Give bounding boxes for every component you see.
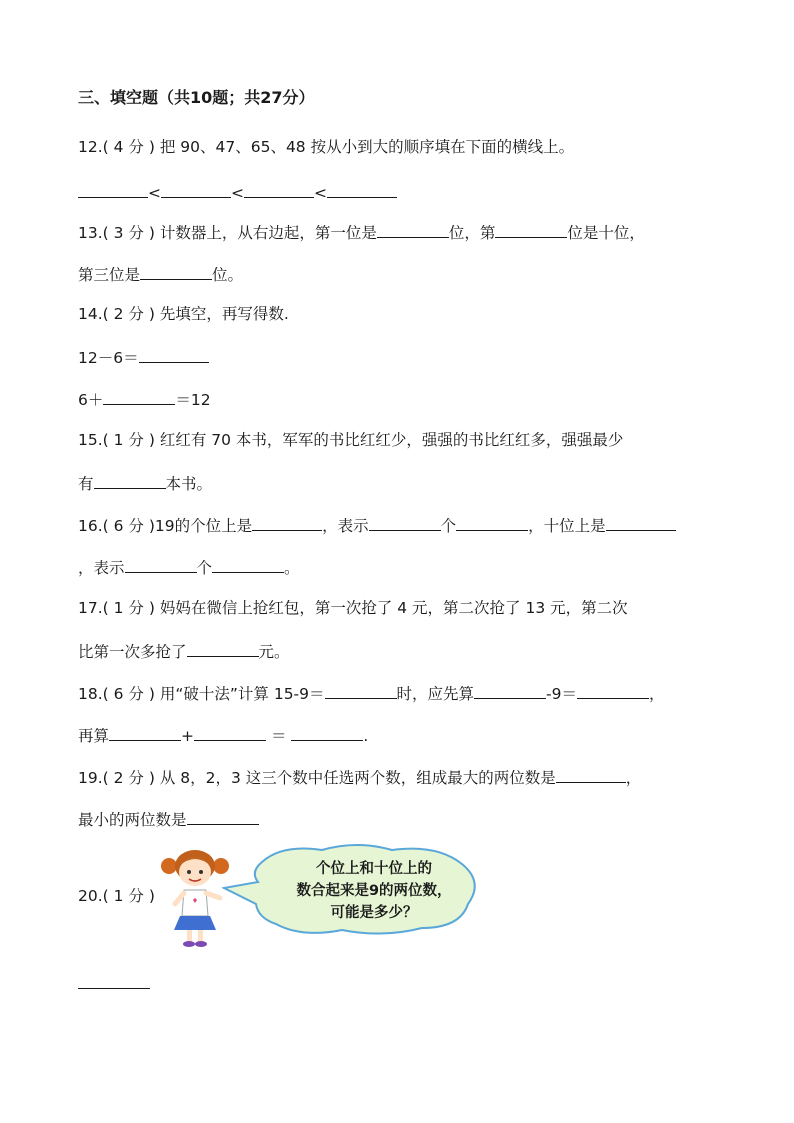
section-title: 三、填空题（共10题；共27分）	[78, 88, 315, 107]
question-text: 比第一次多抢了	[78, 643, 187, 661]
answer-blank[interactable]	[291, 724, 363, 741]
question-number: 17.	[78, 599, 103, 617]
question-text: -9＝	[546, 685, 577, 703]
speech-bubble-text	[274, 858, 474, 924]
question-number: 18.	[78, 685, 103, 703]
question-score: ( 3 分 )	[102, 224, 155, 242]
question-score: ( 1 分 )	[102, 887, 155, 905]
question-score: ( 4 分 )	[102, 138, 155, 156]
question-text: 用“破十法”计算 15-9＝	[159, 685, 325, 703]
answer-blank[interactable]	[495, 221, 567, 238]
bubble-line: 个位上和十位上的	[316, 861, 432, 877]
question-12	[78, 137, 574, 157]
answer-row-12	[78, 181, 397, 203]
question-number: 13.	[78, 224, 103, 242]
question-text: 第三位是	[78, 266, 141, 284]
question-score: ( 1 分 )	[102, 431, 155, 449]
question-text: ，十位上是	[528, 517, 606, 535]
question-17-cont	[78, 640, 290, 662]
question-15-cont	[78, 472, 212, 494]
equation-text: ＝12	[175, 391, 211, 409]
question-14	[78, 304, 289, 324]
answer-blank[interactable]	[187, 640, 259, 657]
question-16-cont	[78, 556, 300, 578]
question-13	[78, 221, 645, 243]
question-number: 14.	[78, 305, 103, 323]
answer-blank[interactable]	[78, 972, 150, 989]
question-text: 从 8，2，3 这三个数中任选两个数，组成最大的两位数是	[159, 769, 556, 787]
question-text: ，表示	[322, 517, 369, 535]
question-number: 20.	[78, 887, 103, 905]
equation-2	[78, 388, 211, 410]
question-text: 最小的两位数是	[78, 811, 187, 829]
less-than-sign: <	[231, 184, 244, 202]
question-18-cont	[78, 724, 368, 746]
question-text: +	[181, 727, 195, 745]
question-17	[78, 598, 628, 618]
equation-text: 12－6＝	[78, 349, 139, 367]
answer-blank[interactable]	[194, 724, 266, 741]
question-text: 再算	[78, 727, 110, 745]
question-number: 16.	[78, 517, 103, 535]
question-text: 。	[284, 559, 300, 577]
question-number: 15.	[78, 431, 103, 449]
equation-text: 6＋	[78, 391, 104, 409]
answer-blank[interactable]	[139, 346, 209, 363]
question-score: ( 6 分 )	[102, 685, 155, 703]
answer-blank[interactable]	[109, 724, 181, 741]
question-number: 12.	[78, 138, 103, 156]
question-text: 有	[78, 475, 94, 493]
question-text: 19的个位上是	[154, 517, 253, 535]
question-text: 本书。	[165, 475, 213, 493]
question-text: 个	[196, 559, 213, 577]
question-number: 19.	[78, 769, 103, 787]
girl-illustration	[160, 846, 230, 950]
question-score: ( 2 分 )	[102, 769, 155, 787]
answer-blank[interactable]	[103, 388, 175, 405]
answer-blank[interactable]	[252, 514, 322, 531]
answer-blank[interactable]	[325, 682, 397, 699]
answer-blank[interactable]	[577, 682, 649, 699]
question-15	[78, 430, 623, 450]
answer-blank[interactable]	[556, 766, 626, 783]
answer-blank[interactable]	[474, 682, 546, 699]
question-score: ( 1 分 )	[102, 599, 155, 617]
question-16	[78, 514, 676, 536]
question-text: ，表示	[78, 559, 125, 577]
question-text: 计数器上，从右边起，第一位是	[159, 224, 377, 242]
answer-row-20	[78, 972, 150, 994]
question-20	[78, 886, 155, 906]
question-text: 位。	[212, 266, 244, 284]
answer-blank[interactable]	[161, 181, 231, 198]
bubble-line: 可能是多少？	[330, 905, 418, 921]
question-text: ，	[625, 769, 642, 787]
question-score: ( 6 分 )	[102, 517, 155, 535]
question-text: 妈妈在微信上抢红包，第一次抢了 4 元，第二次抢了 13 元，第二次	[159, 599, 628, 617]
less-than-sign: <	[148, 184, 161, 202]
answer-blank[interactable]	[187, 808, 259, 825]
answer-blank[interactable]	[244, 181, 314, 198]
question-text: 把 90、47、65、48 按从小到大的顺序填在下面的横线上。	[159, 138, 575, 156]
answer-blank[interactable]	[369, 514, 441, 531]
question-text: 先填空，再写得数.	[159, 305, 289, 323]
question-18	[78, 682, 665, 704]
answer-blank[interactable]	[456, 514, 528, 531]
question-text: 元。	[258, 643, 290, 661]
question-text: 时，应先算	[396, 685, 475, 703]
answer-blank[interactable]	[125, 556, 197, 573]
answer-blank[interactable]	[327, 181, 397, 198]
bubble-line: 数合起来是9的两位数，	[296, 883, 452, 899]
less-than-sign: <	[314, 184, 327, 202]
question-13-cont	[78, 263, 243, 285]
question-text: ，	[649, 685, 665, 703]
answer-blank[interactable]	[140, 263, 212, 280]
answer-blank[interactable]	[78, 181, 148, 198]
question-text: 位是十位，	[567, 224, 645, 242]
question-text: .	[363, 727, 369, 745]
answer-blank[interactable]	[377, 221, 449, 238]
question-19-cont	[78, 808, 259, 830]
answer-blank[interactable]	[606, 514, 676, 531]
question-score: ( 2 分 )	[102, 305, 155, 323]
equation-1	[78, 346, 209, 368]
question-text: 位，第	[448, 224, 496, 242]
answer-blank[interactable]	[212, 556, 284, 573]
question-19	[78, 766, 641, 788]
answer-blank[interactable]	[94, 472, 166, 489]
question-text: 个	[440, 517, 457, 535]
question-text: ＝	[270, 727, 287, 745]
question-text: 红红有 70 本书，军军的书比红红少，强强的书比红红多，强强最少	[159, 431, 624, 449]
